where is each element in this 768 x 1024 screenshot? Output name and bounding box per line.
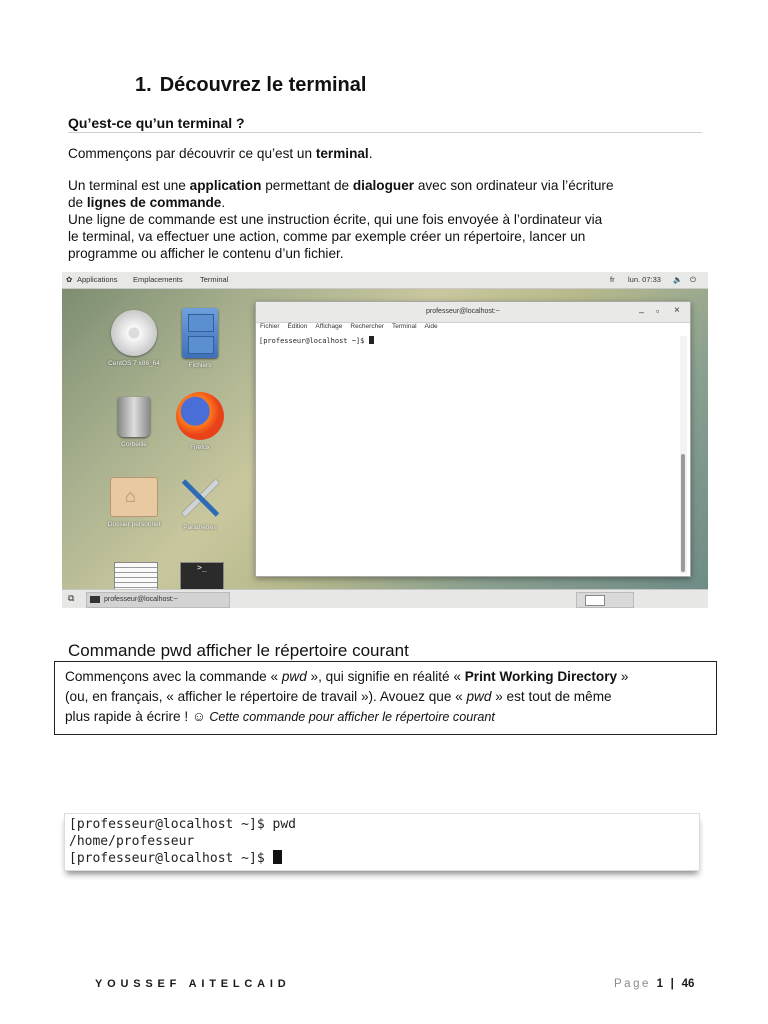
heading-rule (68, 132, 702, 133)
places-menu[interactable]: Emplacements (133, 275, 183, 284)
desktop-icon-firefox[interactable]: Firefox (170, 392, 230, 451)
pwd-explanation-box (54, 661, 717, 735)
terminal-cursor (369, 336, 374, 344)
terminal-menu[interactable]: Terminal (200, 275, 229, 284)
sound-icon[interactable]: 🔈 (673, 275, 683, 284)
home-folder-icon (110, 477, 158, 517)
desktop-icon-files[interactable]: Fichiers (170, 308, 230, 369)
cd-icon (111, 310, 157, 356)
desktop-icon-settings[interactable]: Paramètres (170, 474, 230, 531)
terminal-cursor (273, 850, 282, 864)
text-editor-icon (114, 562, 158, 590)
terminal-small-icon (90, 596, 100, 603)
terminal-prompt: [professeur@localhost ~]$ (259, 337, 369, 345)
maximize-button[interactable]: ▫ (656, 306, 660, 316)
pwd-explanation-text: Commençons avec la commande « pwd », qui signifie en réalité « Print Working Directory » (ou, en français, « afficher le répertoire de travail »). Avouez que « pwd » est tout de même plus rapide à écrire ! ☺ Cette commande pour afficher le répertoire courant (65, 669, 629, 724)
paragraph-definition: Un terminal est une application permettant de dialoguer avec son ordinateur via l’écriture de lignes de commande. Une ligne de commande est une instruction écrite, qui une fois envoyée à l’ordinateur via le terminal, va effectuer une action, comme par exemple créer un répertoire, lancer un programme ou afficher le contenu d’un fichier. (68, 178, 614, 261)
taskbar-item-terminal[interactable]: professeur@localhost:~ (86, 592, 230, 608)
show-desktop-icon[interactable]: ⧉ (68, 593, 75, 603)
scrollbar-thumb[interactable] (681, 454, 685, 572)
desktop-icon-trash[interactable]: Corbeille (104, 397, 164, 448)
file-cabinet-icon (182, 308, 218, 358)
workspace-1[interactable] (585, 595, 605, 606)
power-icon[interactable]: ⏻ (690, 275, 696, 284)
menu-fichier[interactable]: Fichier (260, 323, 280, 330)
window-menubar (256, 323, 690, 334)
desktop-icon-cd[interactable]: CentOS 7 x86_64 (104, 310, 164, 367)
menu-edition[interactable]: Édition (287, 323, 308, 330)
firefox-icon (176, 392, 224, 440)
applications-icon[interactable]: ✿ (66, 275, 73, 284)
terminal-line-2: /home/professeur (69, 834, 195, 849)
terminal-line-1: [professeur@localhost ~]$ pwd (69, 817, 296, 832)
language-indicator[interactable]: fr (610, 275, 615, 284)
scrollbar[interactable] (680, 336, 687, 574)
window-title: professeur@localhost:~ (426, 308, 500, 315)
smiley-icon: ☺ (191, 709, 206, 724)
desktop-icon-home[interactable]: ⌂ Dossier personnel (104, 477, 164, 528)
close-button[interactable]: × (674, 305, 680, 316)
minimize-button[interactable]: – (639, 307, 645, 317)
terminal-output (64, 813, 700, 871)
section-title: 1. Découvrez le terminal (135, 74, 367, 96)
trash-icon (118, 397, 150, 437)
tools-icon (177, 474, 223, 520)
menu-terminal[interactable]: Terminal (391, 323, 417, 330)
terminal-line-3: [professeur@localhost ~]$ (69, 850, 282, 867)
terminal-app-icon: >_ (180, 562, 224, 590)
desktop-screenshot (62, 272, 708, 608)
menu-rechercher[interactable]: Rechercher (350, 323, 384, 330)
window-titlebar[interactable] (256, 302, 690, 323)
menu-aide[interactable]: Aide (424, 323, 438, 330)
applications-menu[interactable]: Applications (77, 275, 118, 284)
taskbar (62, 589, 708, 608)
gnome-top-bar (62, 272, 708, 289)
menu-affichage[interactable]: Affichage (315, 323, 343, 330)
pwd-section-title: Commande pwd afficher le répertoire courant (68, 641, 409, 660)
terminal-body[interactable] (259, 336, 374, 345)
footer-author: YOUSSEF AITELCAID (95, 978, 291, 990)
clock[interactable]: lun. 07:33 (628, 275, 661, 284)
footer-page-number: Page 1 | 46 (614, 978, 695, 990)
subsection-title: Qu’est-ce qu’un terminal ? (68, 115, 245, 131)
workspace-switcher[interactable] (576, 592, 634, 608)
paragraph-intro: Commençons par découvrir ce qu’est un terminal. (68, 146, 373, 161)
terminal-window[interactable] (255, 301, 691, 577)
